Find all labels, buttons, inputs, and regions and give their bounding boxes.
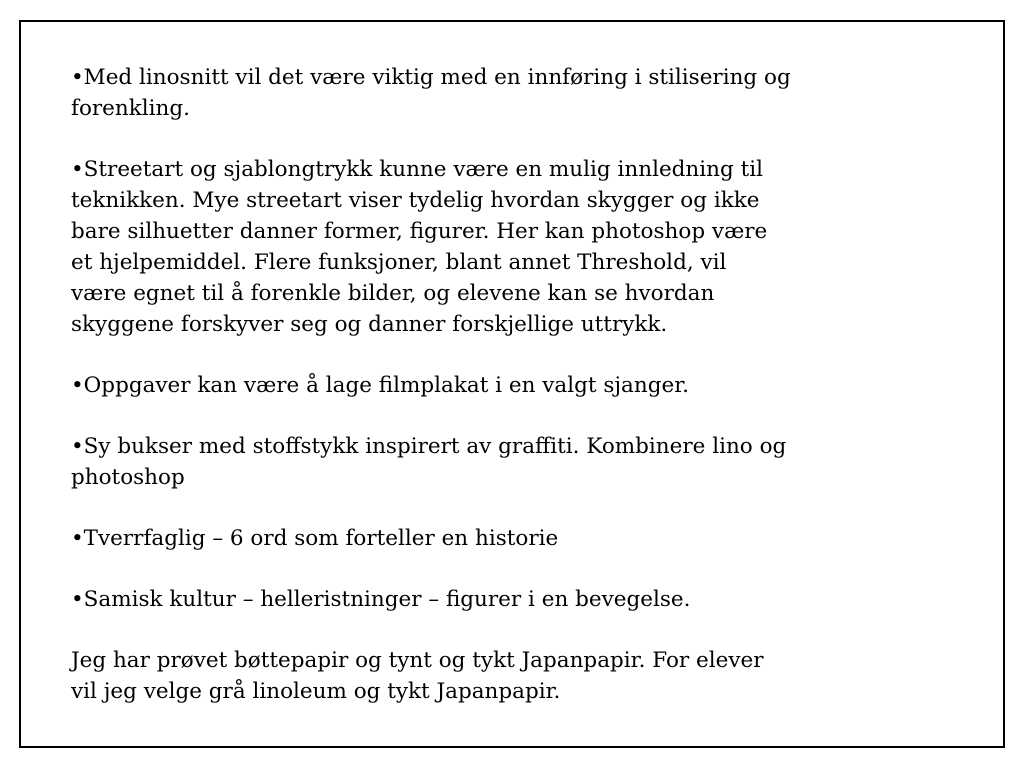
- bullet-sy-bukser: •Sy bukser med stoffstykk inspirert av graffiti. Kombinere lino og photoshop: [71, 434, 787, 490]
- slide-text-body: [71, 62, 901, 707]
- bullet-oppgaver: •Oppgaver kan være å lage filmplakat i en valgt sjanger.: [71, 373, 689, 398]
- bullet-linosnitt: •Med linosnitt vil det være viktig med en innføring i stilisering og forenkling.: [71, 65, 791, 121]
- bullet-tverrfaglig: •Tverrfaglig – 6 ord som forteller en historie: [71, 526, 559, 551]
- bullet-samisk-kultur: •Samisk kultur – helleristninger – figurer i en bevegelse.: [71, 587, 691, 612]
- bullet-streetart: •Streetart og sjablongtrykk kunne være en mulig innledning til teknikken. Mye streetart viser tydelig hvordan skygger og ikke bare silhuetter danner former, figurer. Her kan photoshop være et hjelpemiddel. Flere funksjoner, blant annet Threshold, vil være egnet til å forenkle bilder, og elevene kan se hvordan skyggene forskyver seg og danner forskjellige uttrykk.: [71, 157, 768, 337]
- closing-paragraph: Jeg har prøvet bøttepapir og tynt og tykt Japanpapir. For elever vil jeg velge grå linoleum og tykt Japanpapir.: [71, 648, 764, 704]
